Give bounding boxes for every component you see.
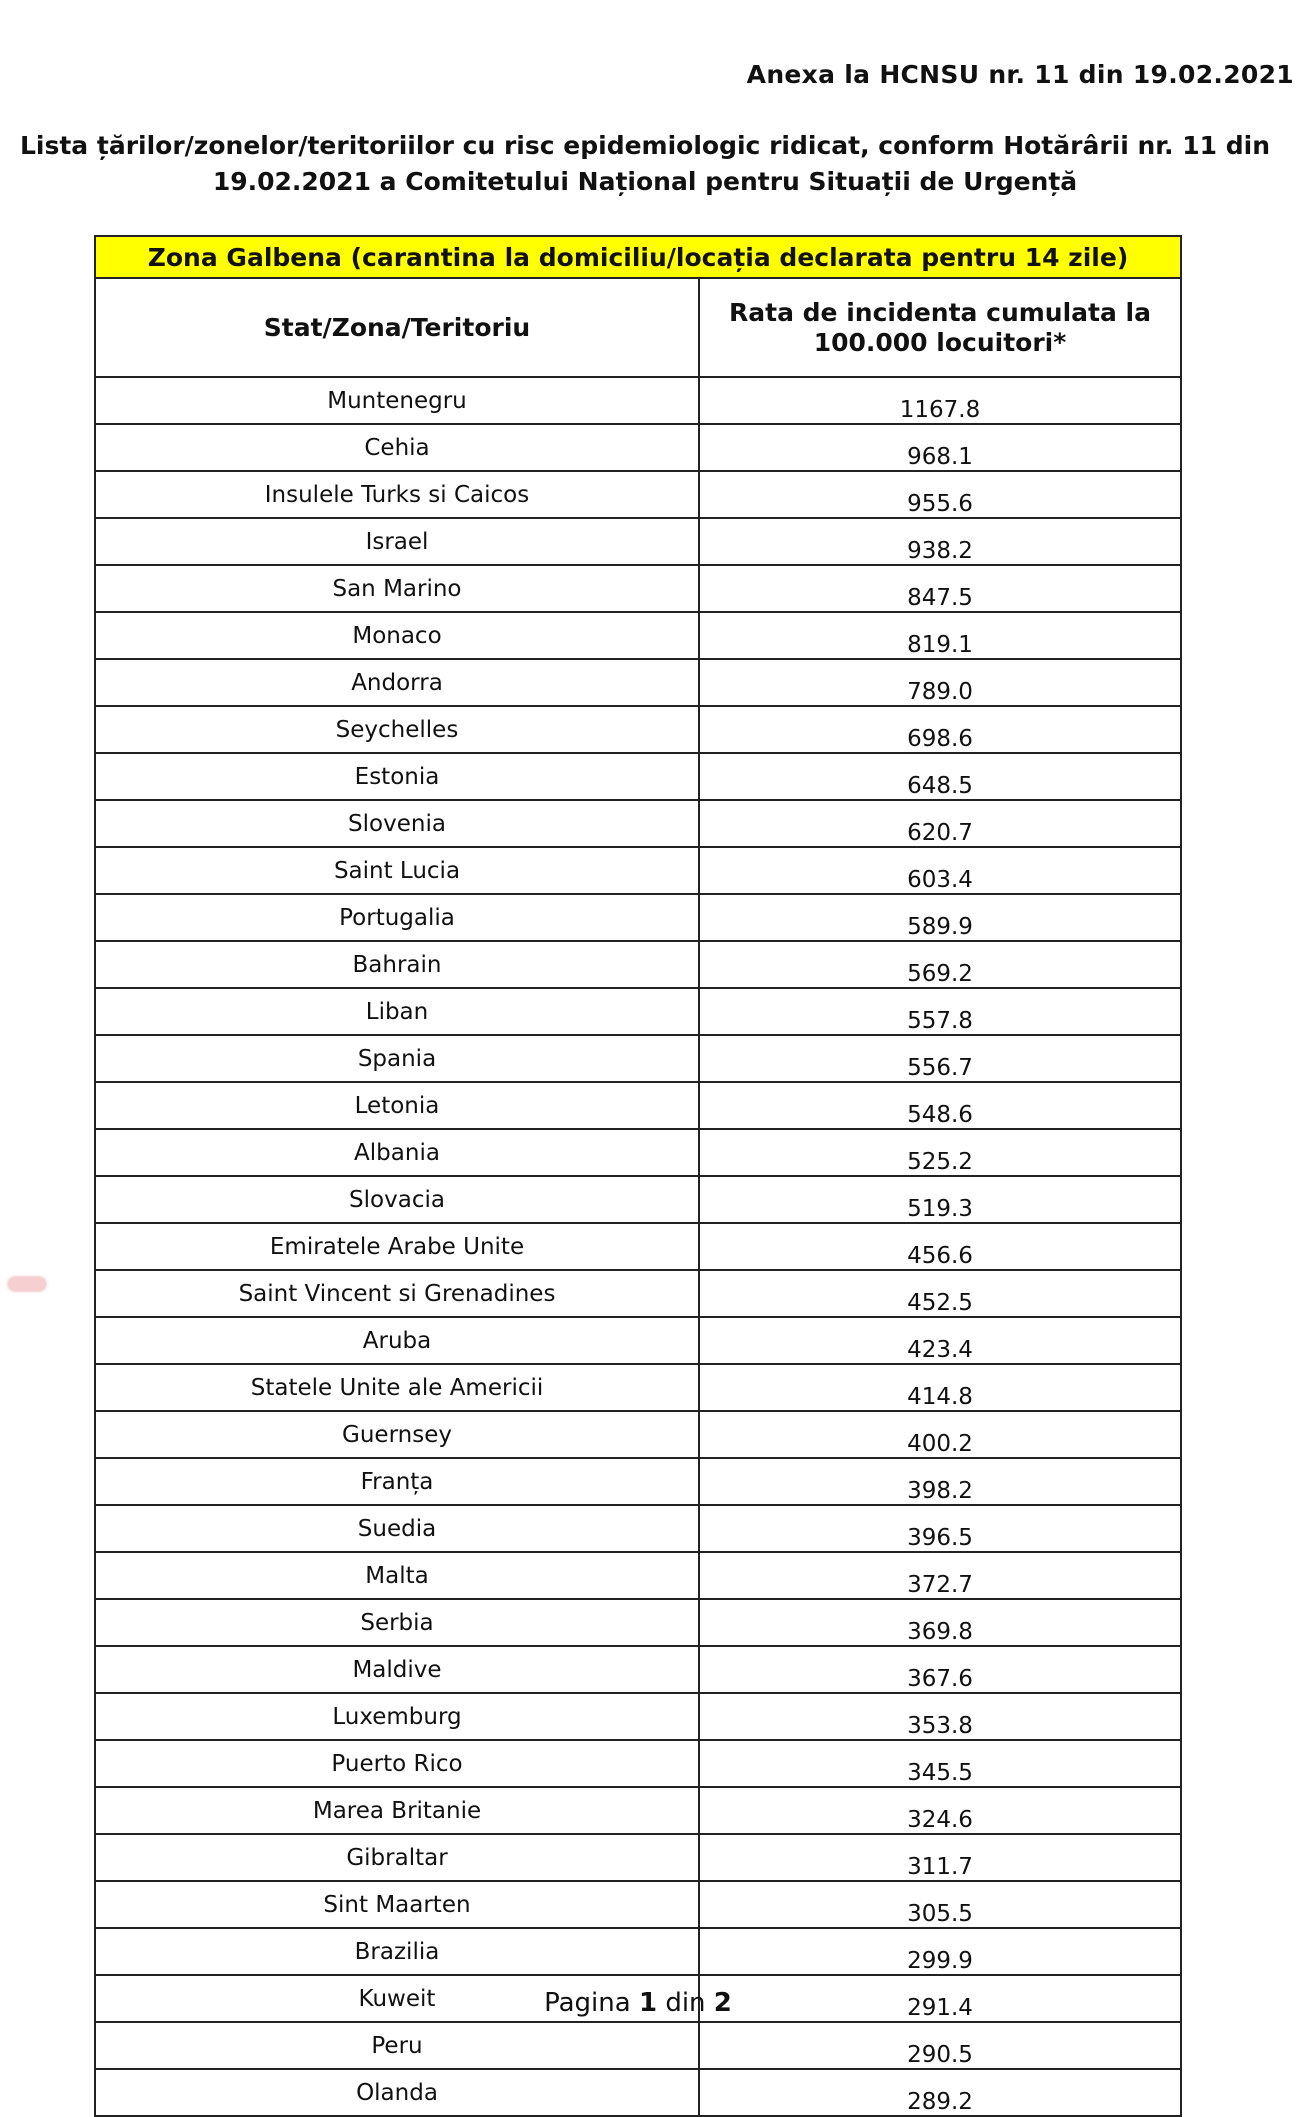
country-cell: Letonia xyxy=(95,1082,699,1129)
country-cell: Puerto Rico xyxy=(95,1740,699,1787)
rate-cell: 414.8 xyxy=(699,1364,1181,1411)
country-cell: Slovenia xyxy=(95,800,699,847)
country-cell: Muntenegru xyxy=(95,377,699,424)
country-cell: Israel xyxy=(95,518,699,565)
column-header-rate-line-2: 100.000 locuitori* xyxy=(813,327,1067,357)
page-footer xyxy=(0,1988,1276,2018)
table-row xyxy=(95,1787,1181,1834)
country-cell: Maldive xyxy=(95,1646,699,1693)
rate-cell: 648.5 xyxy=(699,753,1181,800)
table-body xyxy=(95,377,1181,2116)
rate-cell: 556.7 xyxy=(699,1035,1181,1082)
country-cell: Cehia xyxy=(95,424,699,471)
rate-cell: 548.6 xyxy=(699,1082,1181,1129)
rate-cell: 452.5 xyxy=(699,1270,1181,1317)
country-cell: Olanda xyxy=(95,2069,699,2116)
annex-reference: Anexa la HCNSU nr. 11 din 19.02.2021 xyxy=(746,60,1294,89)
country-cell: Luxemburg xyxy=(95,1693,699,1740)
table-row xyxy=(95,1411,1181,1458)
table-row xyxy=(95,753,1181,800)
column-header-rate-line-1: Rata de incidenta cumulata la xyxy=(729,297,1151,327)
table-row xyxy=(95,565,1181,612)
page-word: Pagina xyxy=(544,1988,631,2018)
page-current: 1 xyxy=(638,1988,658,2018)
country-cell: Peru xyxy=(95,2022,699,2069)
page-total: 2 xyxy=(713,1988,732,2018)
country-cell: Seychelles xyxy=(95,706,699,753)
country-cell: Liban xyxy=(95,988,699,1035)
rate-cell: 819.1 xyxy=(699,612,1181,659)
rate-cell: 569.2 xyxy=(699,941,1181,988)
table-row xyxy=(95,377,1181,424)
rate-cell: 938.2 xyxy=(699,518,1181,565)
document-title-line-2: 19.02.2021 a Comitetului Național pentru Situații de Urgență xyxy=(212,167,1078,196)
table-row xyxy=(95,1881,1181,1928)
table-row xyxy=(95,659,1181,706)
rate-cell: 698.6 xyxy=(699,706,1181,753)
table-row xyxy=(95,988,1181,1035)
country-cell: Kuweit xyxy=(95,1975,699,2022)
rate-cell: 367.6 xyxy=(699,1646,1181,1693)
country-cell: Saint Vincent si Grenadines xyxy=(95,1270,699,1317)
country-cell: Estonia xyxy=(95,753,699,800)
rate-cell: 400.2 xyxy=(699,1411,1181,1458)
country-cell: Sint Maarten xyxy=(95,1881,699,1928)
rate-cell: 345.5 xyxy=(699,1740,1181,1787)
table-row xyxy=(95,1223,1181,1270)
document-title-line-1: Lista țărilor/zonelor/teritoriilor cu risc epidemiologic ridicat, conform Hotărârii nr. 11 din xyxy=(19,131,1271,160)
rate-cell: 353.8 xyxy=(699,1693,1181,1740)
table-row xyxy=(95,1599,1181,1646)
table-row xyxy=(95,1646,1181,1693)
rate-cell: 620.7 xyxy=(699,800,1181,847)
rate-cell: 525.2 xyxy=(699,1129,1181,1176)
country-cell: Monaco xyxy=(95,612,699,659)
table-row xyxy=(95,941,1181,988)
country-cell: Statele Unite ale Americii xyxy=(95,1364,699,1411)
table-row xyxy=(95,471,1181,518)
rate-cell: 589.9 xyxy=(699,894,1181,941)
table-row xyxy=(95,1270,1181,1317)
page-separator: din xyxy=(665,1988,706,2018)
rate-cell: 299.9 xyxy=(699,1928,1181,1975)
country-cell: Guernsey xyxy=(95,1411,699,1458)
column-header-country: Stat/Zona/Teritoriu xyxy=(95,278,699,377)
rate-cell: 968.1 xyxy=(699,424,1181,471)
rate-cell: 456.6 xyxy=(699,1223,1181,1270)
rate-cell: 557.8 xyxy=(699,988,1181,1035)
rate-cell: 955.6 xyxy=(699,471,1181,518)
column-header-rate xyxy=(699,278,1181,377)
rate-cell: 847.5 xyxy=(699,565,1181,612)
table-row xyxy=(95,1834,1181,1881)
country-cell: Malta xyxy=(95,1552,699,1599)
country-cell: Gibraltar xyxy=(95,1834,699,1881)
rate-cell: 396.5 xyxy=(699,1505,1181,1552)
rate-cell: 369.8 xyxy=(699,1599,1181,1646)
rate-cell: 311.7 xyxy=(699,1834,1181,1881)
country-cell: Slovacia xyxy=(95,1176,699,1223)
table-row xyxy=(95,1552,1181,1599)
risk-countries-table xyxy=(94,235,1182,2117)
table-row xyxy=(95,518,1181,565)
country-cell: San Marino xyxy=(95,565,699,612)
country-cell: Spania xyxy=(95,1035,699,1082)
rate-cell: 398.2 xyxy=(699,1458,1181,1505)
country-cell: Franța xyxy=(95,1458,699,1505)
table-row xyxy=(95,894,1181,941)
rate-cell: 789.0 xyxy=(699,659,1181,706)
country-cell: Portugalia xyxy=(95,894,699,941)
table-row xyxy=(95,424,1181,471)
country-cell: Emiratele Arabe Unite xyxy=(95,1223,699,1270)
table-row xyxy=(95,1035,1181,1082)
table-row xyxy=(95,1129,1181,1176)
country-cell: Bahrain xyxy=(95,941,699,988)
rate-cell: 324.6 xyxy=(699,1787,1181,1834)
document-title xyxy=(0,128,1290,200)
rate-cell: 1167.8 xyxy=(699,377,1181,424)
table-row xyxy=(95,1928,1181,1975)
table-row xyxy=(95,1317,1181,1364)
zone-header: Zona Galbena (carantina la domiciliu/locația declarata pentru 14 zile) xyxy=(95,236,1181,278)
rate-cell: 289.2 xyxy=(699,2069,1181,2116)
table-row xyxy=(95,1458,1181,1505)
rate-cell: 372.7 xyxy=(699,1552,1181,1599)
rate-cell: 290.5 xyxy=(699,2022,1181,2069)
rate-cell: 603.4 xyxy=(699,847,1181,894)
rate-cell: 291.4 xyxy=(699,1975,1181,2022)
country-cell: Insulele Turks si Caicos xyxy=(95,471,699,518)
country-cell: Albania xyxy=(95,1129,699,1176)
country-cell: Andorra xyxy=(95,659,699,706)
table-row xyxy=(95,2069,1181,2116)
table-row xyxy=(95,1505,1181,1552)
country-cell: Aruba xyxy=(95,1317,699,1364)
table-row xyxy=(95,1364,1181,1411)
rate-cell: 423.4 xyxy=(699,1317,1181,1364)
table-row xyxy=(95,1082,1181,1129)
table-row xyxy=(95,800,1181,847)
table-row xyxy=(95,612,1181,659)
rate-cell: 305.5 xyxy=(699,1881,1181,1928)
table-row xyxy=(95,2022,1181,2069)
table-row xyxy=(95,1176,1181,1223)
table-row xyxy=(95,847,1181,894)
rate-cell: 519.3 xyxy=(699,1176,1181,1223)
country-cell: Suedia xyxy=(95,1505,699,1552)
country-cell: Brazilia xyxy=(95,1928,699,1975)
stamp-mark xyxy=(8,1277,46,1291)
country-cell: Saint Lucia xyxy=(95,847,699,894)
table-row xyxy=(95,1693,1181,1740)
country-cell: Serbia xyxy=(95,1599,699,1646)
country-cell: Marea Britanie xyxy=(95,1787,699,1834)
table-row xyxy=(95,1740,1181,1787)
table-row xyxy=(95,706,1181,753)
